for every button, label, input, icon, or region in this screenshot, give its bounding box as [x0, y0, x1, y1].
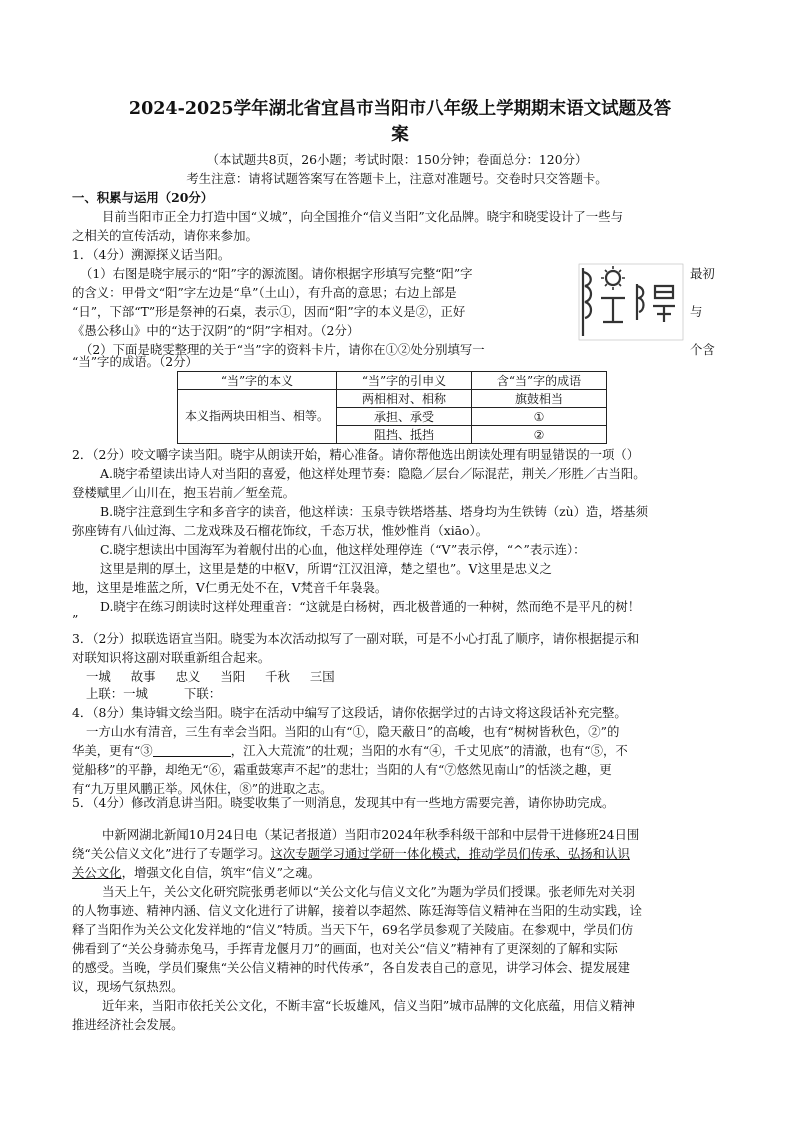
q1-text: “日”，下部“T”形是祭神的石桌，表示①，因而“阳”字的本义是②，正好 — [72, 304, 466, 319]
table-row — [178, 390, 607, 408]
q3-word: 一城 — [86, 669, 111, 684]
q3-word: 三国 — [309, 669, 335, 684]
q2-heading: 2．（2分）咬文嚼字读当阳。晓宇从朗读开始，精心准备。请你帮他选出朗读处理有明显错误的一项（） — [72, 447, 640, 462]
news-text: 绕“关公信义文化”进行了专题学习。 — [72, 846, 271, 861]
yang-glyph-evolution-image — [577, 262, 685, 342]
q1-text: 的含义：甲骨文“阳”字左边是“阜”（土山），有升高的意思；右边上部是 — [72, 285, 457, 300]
q3-word: 故事 — [130, 669, 156, 684]
q2-option-c: 地，这里是堆蓝之所，V仁勇无处不在，V梵音千年袅袅。 — [72, 580, 388, 595]
news-paragraph: 当天上午，关公文化研究院张勇老师以“关公文化与信义文化”为题为学员们授课。张老师先对关羽 — [102, 884, 636, 899]
underlined-sentence: 关公文化 — [72, 865, 122, 880]
q4-text: 觉船移”的平静，却绝无“⑥，霜重鼓寒声不起”的悲壮；当阳的人有“⑦悠然见南山”的恬淡之趣，更 — [72, 762, 612, 777]
table-cell: 承担、承受 — [337, 408, 472, 426]
q1-text: 最初 — [690, 266, 715, 281]
underlined-sentence: 这次专题学习通过学研一体化模式，推动学员们传承、弘扬和认识 — [270, 846, 630, 861]
q1-text: （2）下面是晓雯整理的关于“当”字的资料卡片，请你在①②处分别填写一 — [80, 342, 485, 357]
q3-word: 当阳 — [220, 669, 246, 684]
q2-option-b: 弥座铸有八仙过海、二龙戏珠及石榴花饰纹，千态万状，惟妙惟肖（xiāo）。 — [72, 523, 489, 538]
table-header: “当”字的引申义 — [337, 372, 472, 390]
q4-text: 有“九万里风鹏正举。风休住，⑧”的进取之志。 — [72, 781, 333, 796]
answer-blank — [153, 744, 231, 757]
news-paragraph — [72, 844, 630, 863]
q1-text: 《愚公移山》中的“达于汉阴”的“阴”字相对。（2分） — [72, 323, 360, 338]
intro-line: 之相关的宣传活动，请你来参加。 — [72, 228, 258, 243]
news-paragraph: 释了当阳作为关公文化发祥地的“信义”特质。当天下午，69名学员参观了关陵庙。在参观中，学员们仿 — [72, 922, 634, 937]
dang-character-card-table — [177, 371, 607, 444]
q1-text: “当”字的成语。（2分） — [72, 354, 198, 369]
table-cell: 旗鼓相当 — [472, 390, 607, 408]
news-paragraph: 推进经济社会发展。 — [72, 1017, 184, 1032]
q2-option-c: 这里是荆的厚土，这里是楚的中枢V，所谓“江汉沮漳，楚之望也”。V这里是忠义之 — [100, 561, 552, 576]
news-paragraph: 中新网湖北新闻10月24日电（某记者报道）当阳市2024年秋季科级干部和中层骨干进修班24日围 — [102, 827, 640, 842]
q1-text: （1）右图是晓宇展示的“阳”字的源流图。请你根据字形填写完整“阳”字 — [80, 266, 473, 281]
q3-word: 千秋 — [265, 669, 290, 684]
table-cell-answer-blank-2: ② — [472, 426, 607, 444]
q4-heading: 4．（8分）集诗辑文绘当阳。晓宇在活动中编写了这段话，请你依据学过的古诗文将这段话补充完整。 — [72, 705, 627, 720]
q3-heading: 对联知识将这副对联重新组合起来。 — [72, 650, 271, 665]
table-cell-original-meaning: 本义指两块田相当、相等。 — [178, 390, 337, 444]
table-header: 含“当”字的成语 — [472, 372, 607, 390]
news-paragraph: 议，现场气氛热烈。 — [72, 979, 184, 994]
news-paragraph — [72, 863, 320, 882]
q2-option-c: C.晓宇想读出中国海军为着舰付出的心血，他这样处理停连（“V”表示停，“^”表示连）： — [100, 542, 586, 557]
q5-heading: 5．（4分）修改消息讲当阳。晓雯收集了一则消息，发现其中有一些地方需要完善，请你协助完成。 — [72, 795, 615, 810]
q1-heading: 1．（4分）溯源探义话当阳。 — [72, 247, 231, 262]
q1-text: 与 — [690, 304, 703, 319]
q3-upper-couplet: 上联：一城 — [86, 686, 148, 701]
table-cell: 两相相对、相称 — [337, 390, 472, 408]
table-cell: 阻挡、抵挡 — [337, 426, 472, 444]
q3-heading: 3．（2分）拟联选语宣当阳。晓雯为本次活动拟写了一副对联，可是不小心打乱了顺序，请你根据提示和 — [72, 631, 640, 646]
q2-option-d: ” — [72, 612, 79, 627]
exam-meta: （本试题共8页，26小题；考试时限：150分钟；卷面总分：120分） — [206, 152, 588, 167]
q2-option-d: D.晓宇在练习朗读时这样处理重音：“这就是白杨树，西北极普通的一种树，然而绝不是平凡的树！ — [100, 599, 641, 614]
q2-option-a: A.晓宇希望读出诗人对当阳的喜爱，他这样处理节奏：隐隐／层台／际混茫，荆关／形胜／古当阳。 — [100, 466, 646, 481]
news-paragraph: 的感受。当晚，学员们聚焦“关公信义精神的时代传承”，各自发表自己的意见，讲学习体会、提发展建 — [72, 960, 630, 975]
news-paragraph: 的人物事迹、精神内涵、信义文化进行了讲解，接着以李超然、陈廷海等信义精神在当阳的生动实践，诠 — [72, 903, 642, 918]
news-paragraph: 佛看到了“关公身骑赤兔马，手挥青龙偃月刀”的画面，也对关公“信义”精神有了更深刻的了解和实际 — [72, 941, 618, 956]
doc-title-line1: 2024-2025学年湖北省宜昌市当阳市八年级上学期期末语文试题及答 — [128, 99, 672, 119]
q2-option-a: 登楼赋里／山川在，抱玉岩前／堑垒荒。 — [72, 485, 296, 500]
q4-text — [72, 741, 628, 760]
section-heading: 一、积累与运用（20分） — [72, 190, 214, 205]
doc-title-line2: 案 — [391, 125, 409, 145]
q4-text-part: ，江入大荒流”的壮观；当阳的水有“④，千丈见底”的清澈，也有“⑤，不 — [230, 743, 628, 758]
table-cell-answer-blank-1: ① — [472, 408, 607, 426]
intro-line: 目前当阳市正全力打造中国“义城”，向全国推介“信义当阳”文化品牌。晓宇和晓雯设计了一些与 — [102, 209, 623, 224]
news-text: ，增强文化自信，筑牢“信义”之魂。 — [121, 865, 321, 880]
q2-option-b: B.晓宇注意到生字和多音字的读音，他这样读：玉泉寺铁塔塔基、塔身均为生铁铸（zù）造，塔基须 — [100, 504, 648, 519]
table-header-row — [178, 372, 607, 390]
exam-notice: 考生注意：请将试题答案写在答题卡上，注意对准题号。交卷时只交答题卡。 — [186, 171, 608, 186]
q4-text-part: 华美，更有“③ — [72, 743, 153, 758]
q1-text: 个含 — [690, 342, 715, 357]
news-paragraph: 近年来，当阳市依托关公文化，不断丰富“长坂雄风，信义当阳”城市品牌的文化底蕴，用信义精神 — [102, 998, 636, 1013]
q3-lower-couplet: 下联： — [184, 686, 222, 701]
q4-text: 一方山水有清音，三生有幸会当阳。当阳的山有“①，隐天蔽日”的高峻，也有“树树皆秋色，②”的 — [86, 724, 620, 739]
q3-word: 忠义 — [175, 669, 201, 684]
table-header: “当”字的本义 — [178, 372, 337, 390]
